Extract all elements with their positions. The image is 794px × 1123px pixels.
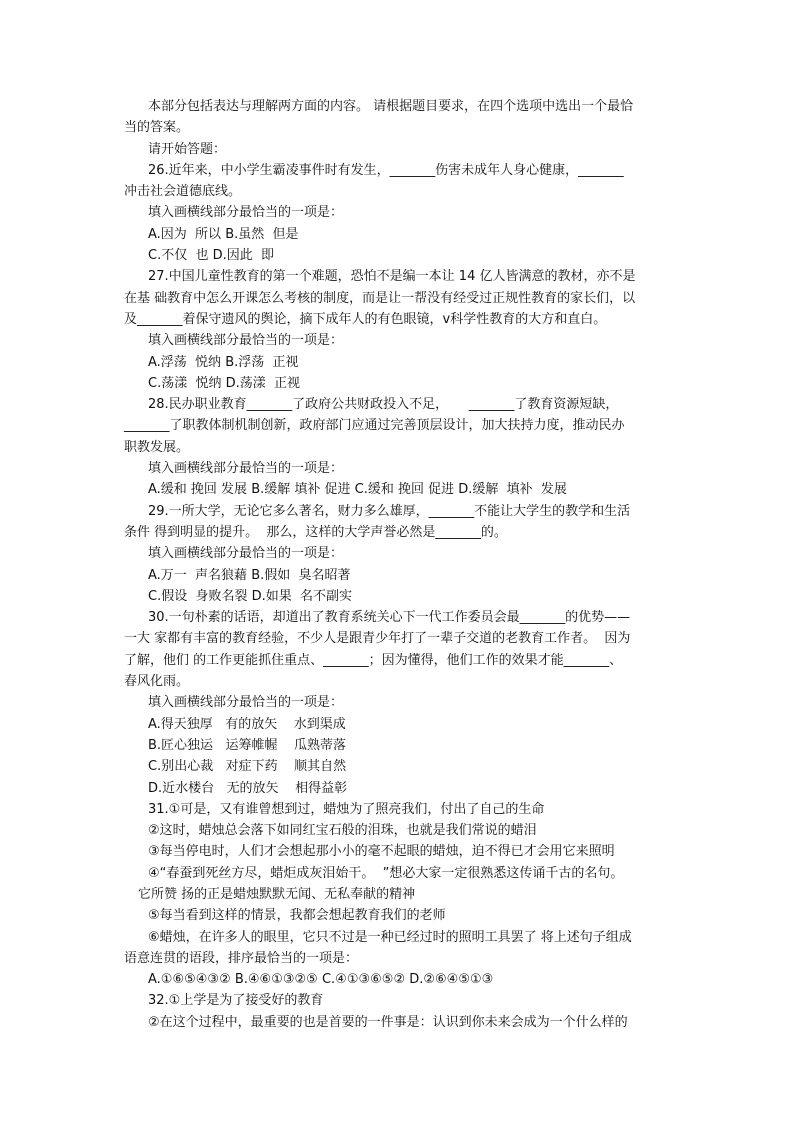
q29-stem: 29.一所大学，无论它多么著名，财力多么雄厚，_______不能让大学生的教学和生活 [148, 503, 631, 519]
q30-prompt: 填入画横线部分最恰当的一项是： [148, 695, 344, 711]
q31-sentence: ③每当停电时，人们才会想起那小小的毫不起眼的蜡烛，迫不得已才会用它来照明 [148, 844, 615, 860]
q30-options: D.近水楼台 无的放矢 相得益彰 [148, 780, 348, 796]
q28-prompt: 填入画横线部分最恰当的一项是： [148, 461, 344, 477]
q26-prompt: 填入画横线部分最恰当的一项是： [148, 205, 344, 221]
q27-options: A.浮荡 悦纳 B.浮荡 正视 [148, 354, 299, 370]
q31-sentence: ②这时，蜡烛总会落下如同红宝石般的泪珠，也就是我们常说的蜡泪 [148, 823, 537, 839]
exam-page [124, 96, 674, 1033]
q26-stem: 冲击社会道德底线。 [124, 184, 242, 200]
q26-stem: 26.近年来，中小学生霸凌事件时有发生，_______伤害未成年人身心健康，_______ [148, 162, 624, 178]
intro-text: 本部分包括表达与理解两方面的内容。 请根据题目要求，在四个选项中选出一个最恰 [148, 99, 634, 114]
q27-stem: 27.中国儿童性教育的第一个难题，恐怕不是编一本让 14 亿人皆满意的教材，亦不是 [148, 269, 636, 285]
intro-text: 当的答案。 [124, 120, 190, 136]
q30-stem: 春风化雨。 [124, 674, 190, 690]
q31-sentence: 31.①可是，又有谁曾想到过，蜡烛为了照亮我们，付出了自己的生命 [148, 801, 545, 817]
q31-sentence: ④“春蚕到死丝方尽，蜡炬成灰泪始干。 ”想必大家一定很熟悉这传诵千古的名句。 [148, 865, 624, 881]
q26-options: A.因为 所以 B.虽然 但是 [148, 226, 299, 242]
q31-sentence: ⑤每当看到这样的情景，我都会想起教育我们的老师 [148, 908, 446, 924]
q32-sentence: ②在这个过程中，最重要的也是首要的一件事是：认识到你未来会成为一个什么样的 [148, 1014, 628, 1030]
q27-stem: 在基 础教育中怎么开课怎么考核的制度，而是让一帮没有经受过正规性教育的家长们，以 [124, 290, 636, 306]
q30-options: B.匠心独运 运筹帷幄 瓜熟蒂落 [148, 737, 346, 753]
q30-stem: 30.一句朴素的话语，却道出了教育系统关心下一代工作委员会最_______的优势—— [148, 610, 631, 626]
q27-options: C.荡漾 悦纳 D.荡漾 正视 [148, 375, 301, 391]
q29-prompt: 填入画横线部分最恰当的一项是： [148, 546, 344, 562]
q31-options: A.①⑥⑤④③② B.④⑥①③②⑤ C.④①③⑥⑤② D.②⑥④⑤①③ [148, 972, 494, 988]
q29-stem: 条件 得到明显的提升。 那么，这样的大学声誉必然是_______的。 [124, 524, 507, 540]
q31-sentence: ⑥蜡烛，在许多人的眼里，它只不过是一种已经过时的照明工具罢了 将上述句子组成 [148, 929, 632, 945]
q30-stem: 一大 家都有丰富的教育经验，不少人是跟青少年打了一辈子交道的老教育工作者。 因为 [124, 631, 631, 647]
q28-stem: 28.民办职业教育_______了政府公共财政投入不足， _______了教育资源短缺， [148, 397, 619, 413]
q27-stem: 及_______着保守遗风的舆论，摘下成年人的有色眼镜，v科学性教育的大方和直白。 [124, 311, 607, 327]
q31-prompt: 语意连贯的语段，排序最恰当的一项是： [124, 950, 359, 966]
q28-options: A.缓和 挽回 发展 B.缓解 填补 促进 C.缓和 挽回 促进 D.缓解 填补 发展 [148, 482, 567, 498]
q32-sentence: 32.①上学是为了接受好的教育 [148, 993, 324, 1009]
q28-stem: 职教发展。 [124, 439, 190, 455]
q26-options: C.不仅 也 D.因此 即 [148, 248, 275, 264]
q29-options: A.万一 声名狼藉 B.假如 臭名昭著 [148, 567, 351, 583]
q30-options: A.得天独厚 有的放矢 水到渠成 [148, 716, 346, 732]
q28-stem: _______了职教体制机制创新，政府部门应通过完善顶层设计，加大扶持力度，推动民办 [124, 418, 625, 434]
q30-stem: 了解，他们 的工作更能抓住重点、_______；因为懂得，他们工作的效果才能_______、 [124, 652, 623, 668]
start-label: 请开始答题： [148, 141, 227, 157]
q31-sentence: 它所赞 扬的正是蜡烛默默无闻、无私奉献的精神 [138, 886, 416, 902]
q29-options: C.假设 身败名裂 D.如果 名不副实 [148, 588, 353, 604]
q27-prompt: 填入画横线部分最恰当的一项是： [148, 333, 344, 349]
q30-options: C.别出心裁 对症下药 顺其自然 [148, 759, 347, 775]
